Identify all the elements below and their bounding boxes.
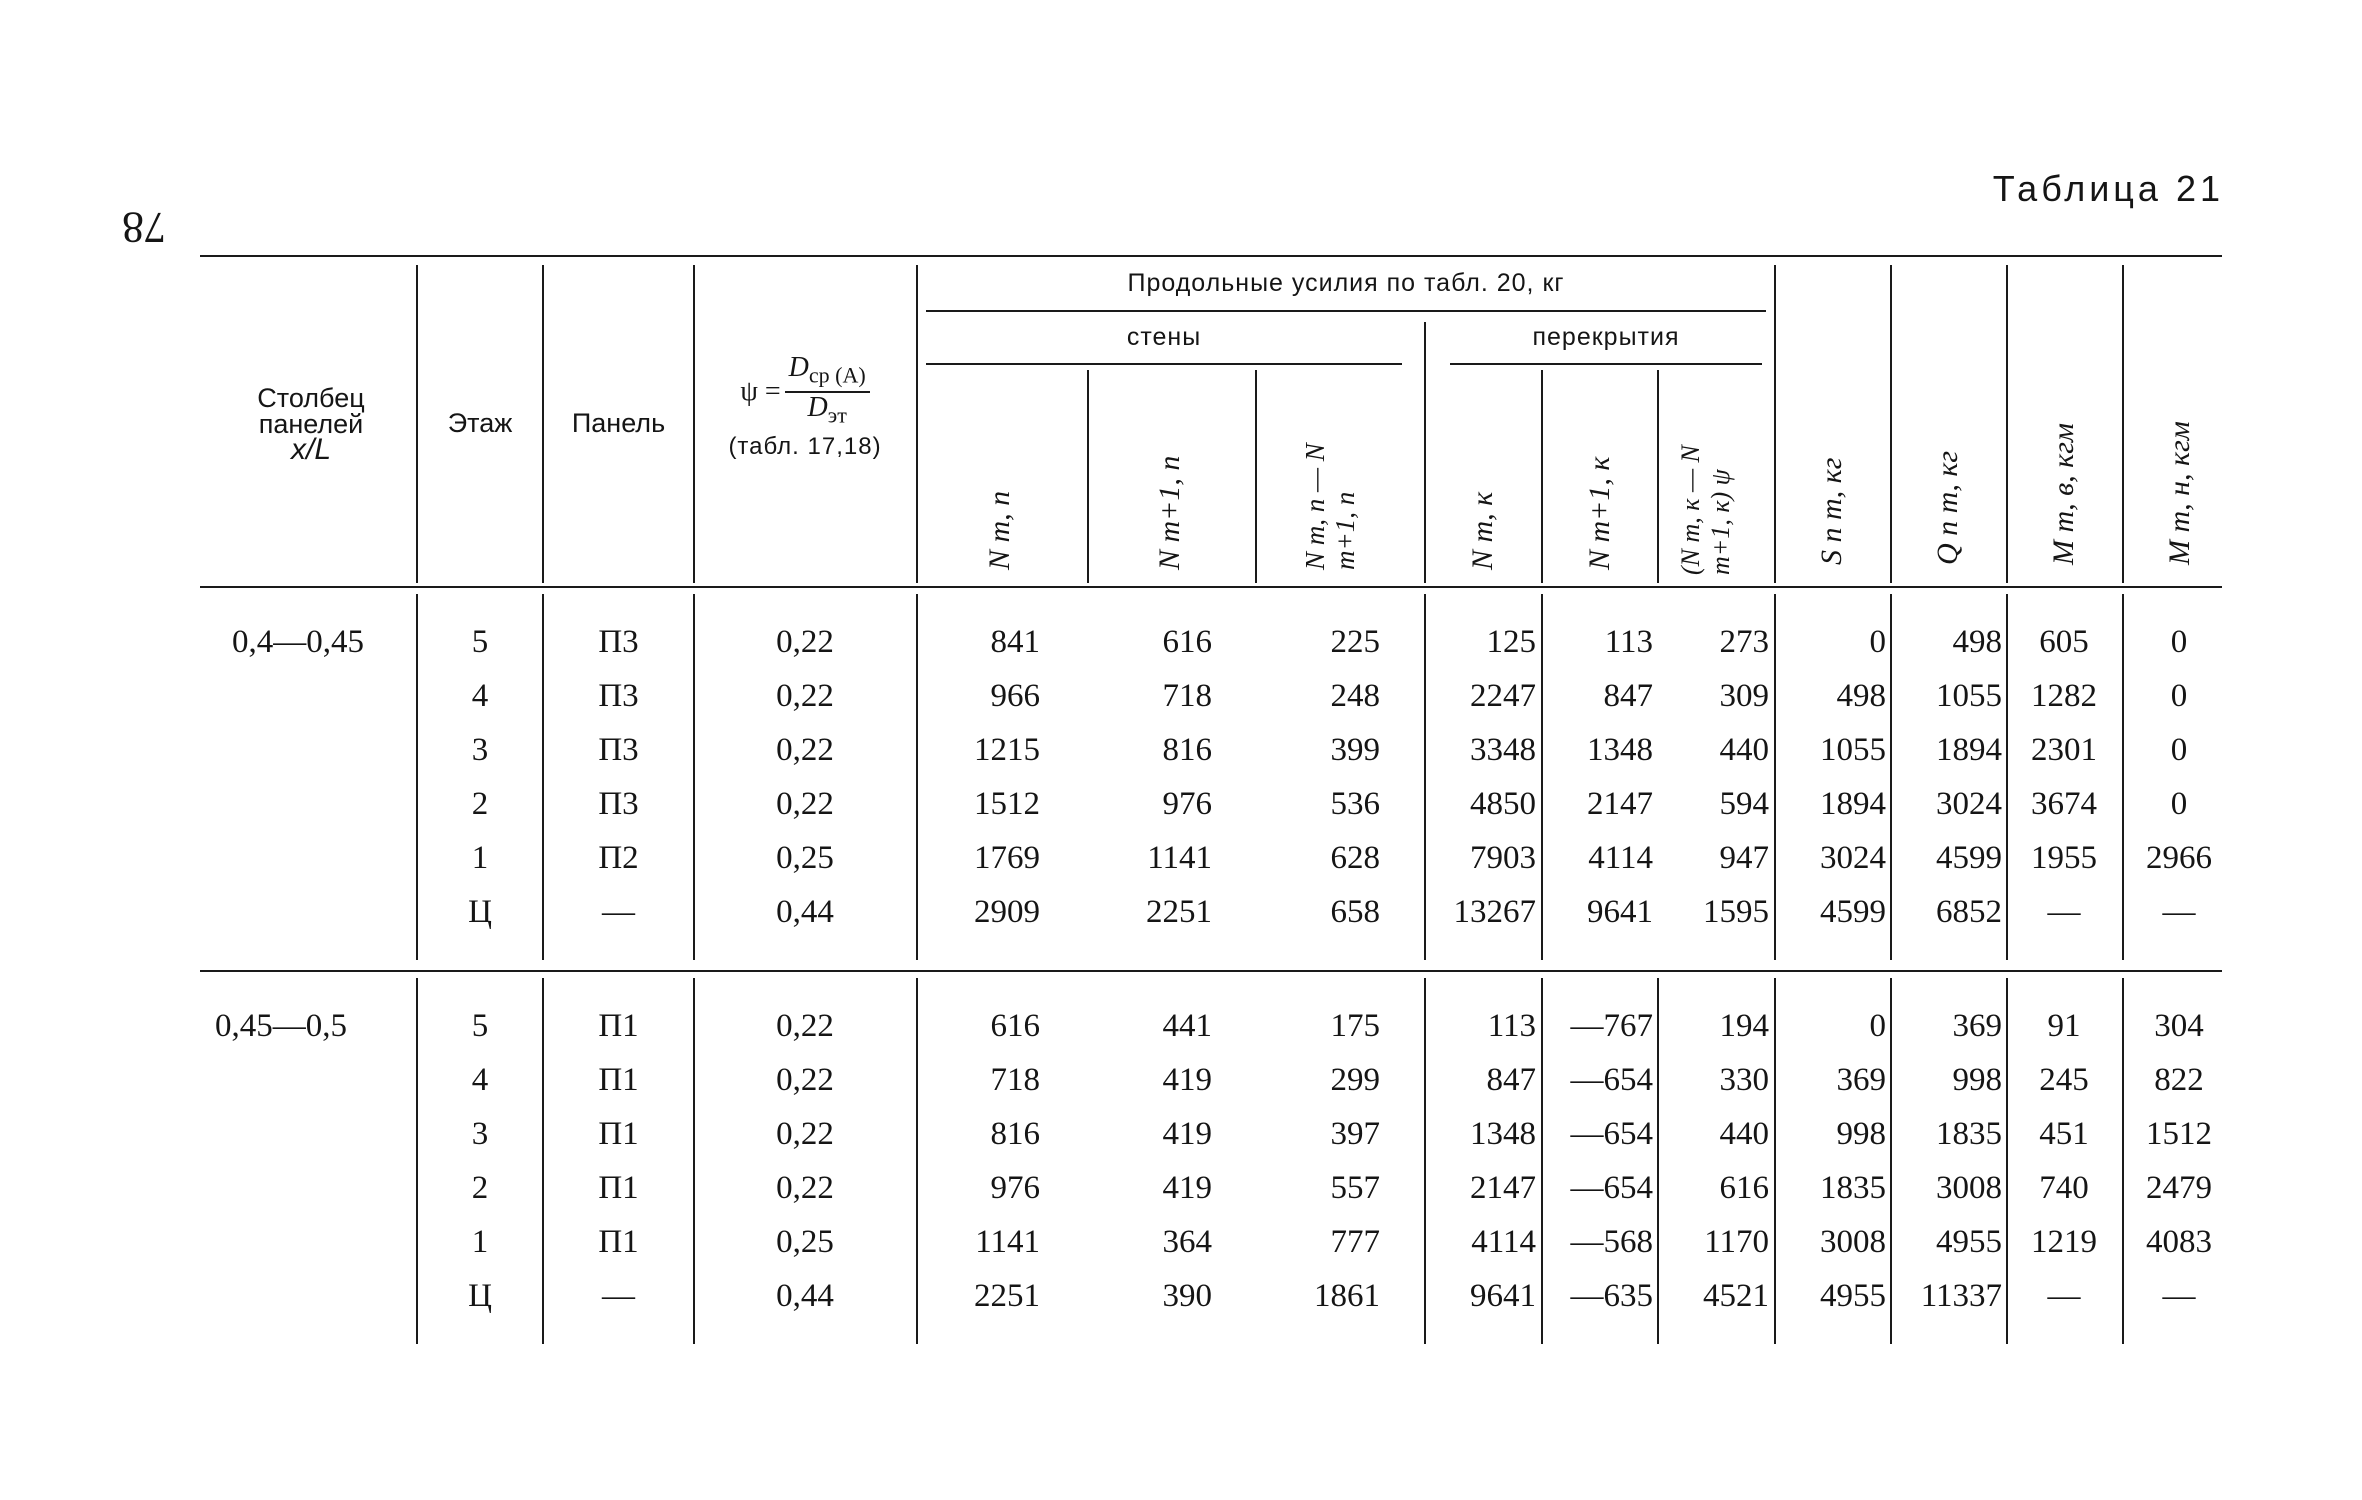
table-cell: 847 bbox=[1603, 678, 1653, 714]
table-cell: 5 bbox=[471, 624, 489, 660]
table-cell: 9641 bbox=[1587, 894, 1653, 930]
column-divider bbox=[693, 978, 695, 1344]
header-n-m1-k: N m+1, к bbox=[1583, 456, 1616, 570]
table-cell: 0,22 bbox=[776, 1062, 834, 1098]
table-cell: 3674 bbox=[2031, 786, 2097, 822]
table-cell: 1055 bbox=[1936, 678, 2002, 714]
table-cell: 1595 bbox=[1703, 894, 1769, 930]
table-cell: 0 bbox=[2170, 786, 2188, 822]
column-divider bbox=[1890, 594, 1892, 960]
header-stolbets-line: панелей bbox=[258, 409, 364, 439]
table-cell: 113 bbox=[1487, 1008, 1536, 1044]
floors-underline bbox=[1450, 363, 1762, 365]
table-cell: 740 bbox=[2039, 1170, 2089, 1206]
table-cell: 4599 bbox=[1936, 840, 2002, 876]
table-cell: 419 bbox=[1162, 1170, 1212, 1206]
header-divider bbox=[416, 265, 418, 583]
column-divider bbox=[1774, 978, 1776, 1344]
header-n-m1-p: N m+1, п bbox=[1153, 455, 1186, 570]
table-cell: 947 bbox=[1719, 840, 1769, 876]
table-cell: 0 bbox=[1869, 1008, 1886, 1044]
table-cell: 628 bbox=[1330, 840, 1380, 876]
header-divider bbox=[1774, 265, 1776, 583]
column-divider bbox=[2006, 978, 2008, 1344]
table-cell: 0,25 bbox=[776, 1224, 834, 1260]
psi-lhs: ψ = bbox=[740, 375, 781, 407]
table-cell: П1 bbox=[598, 1224, 639, 1260]
table-cell: 2479 bbox=[2146, 1170, 2212, 1206]
column-divider bbox=[2006, 594, 2008, 960]
table-cell: 125 bbox=[1486, 624, 1536, 660]
table-cell: 3008 bbox=[1936, 1170, 2002, 1206]
header-panel: Панель bbox=[571, 408, 666, 438]
table-cell: 822 bbox=[2154, 1062, 2204, 1098]
table-cell: 1835 bbox=[1820, 1170, 1886, 1206]
table-cell: 390 bbox=[1162, 1278, 1212, 1314]
table-cell: 451 bbox=[2039, 1116, 2089, 1152]
table-cell: 440 bbox=[1719, 1116, 1769, 1152]
header-divider bbox=[1541, 370, 1543, 583]
table-cell: 976 bbox=[990, 1170, 1040, 1206]
table-cell: 369 bbox=[1952, 1008, 2002, 1044]
header-divider bbox=[916, 265, 918, 583]
table-cell: 397 bbox=[1330, 1116, 1380, 1152]
header-divider bbox=[2006, 265, 2008, 583]
header-divider bbox=[693, 265, 695, 583]
table-cell: 998 bbox=[1952, 1062, 2002, 1098]
table-cell: 11337 bbox=[1920, 1278, 2002, 1314]
walls-underline bbox=[926, 363, 1402, 365]
table-top-rule bbox=[200, 255, 2222, 257]
table-cell: 369 bbox=[1836, 1062, 1886, 1098]
table-cell: 299 bbox=[1330, 1062, 1380, 1098]
table-cell: 0,22 bbox=[776, 624, 834, 660]
table-cell: 841 bbox=[990, 624, 1040, 660]
psi-num-sub: ср (A) bbox=[808, 362, 866, 388]
table-cell: 4114 bbox=[1588, 840, 1653, 876]
table-cell: 245 bbox=[2039, 1062, 2089, 1098]
psi-fraction bbox=[785, 352, 870, 428]
table-cell: 1141 bbox=[1147, 840, 1212, 876]
group-underline bbox=[926, 310, 1766, 312]
table-cell: —767 bbox=[1570, 1008, 1653, 1044]
header-floors: перекрытия bbox=[1532, 323, 1680, 351]
table-cell: 2301 bbox=[2031, 732, 2097, 768]
table-cell: 248 bbox=[1330, 678, 1380, 714]
header-divider bbox=[1087, 370, 1089, 583]
column-divider bbox=[1774, 594, 1776, 960]
table-cell: 0,22 bbox=[776, 786, 834, 822]
header-divider bbox=[2122, 265, 2124, 583]
column-divider bbox=[916, 978, 918, 1344]
table-cell: 225 bbox=[1330, 624, 1380, 660]
table-cell: 998 bbox=[1836, 1116, 1886, 1152]
table-cell: 847 bbox=[1486, 1062, 1536, 1098]
table-cell: 2909 bbox=[974, 894, 1040, 930]
table-cell: 13267 bbox=[1453, 894, 1536, 930]
table-cell: 816 bbox=[1162, 732, 1212, 768]
table-cell: 2251 bbox=[1146, 894, 1212, 930]
table-cell: 0,44 bbox=[776, 894, 834, 930]
table-cell: 498 bbox=[1836, 678, 1886, 714]
table-cell: —654 bbox=[1570, 1062, 1653, 1098]
header-n-diff-psi: (N m, к — N m+1, к) ψ bbox=[1676, 445, 1735, 575]
table-cell: 0,25 bbox=[776, 840, 834, 876]
table-cell: 1 bbox=[471, 1224, 489, 1260]
header-divider bbox=[1890, 265, 1892, 583]
table-cell: 1512 bbox=[974, 786, 1040, 822]
table-cell: 304 bbox=[2154, 1008, 2204, 1044]
table-cell: 1348 bbox=[1470, 1116, 1536, 1152]
table-cell: 2147 bbox=[1587, 786, 1653, 822]
header-m-m-n: M m, н, кгм bbox=[2163, 421, 2196, 565]
table-cell: 6852 bbox=[1936, 894, 2002, 930]
table-cell: 113 bbox=[1604, 624, 1653, 660]
table-cell: Ц bbox=[468, 894, 492, 930]
table-cell: 399 bbox=[1330, 732, 1380, 768]
table-cell: 4 bbox=[471, 1062, 489, 1098]
table-cell: 3008 bbox=[1820, 1224, 1886, 1260]
table-cell: 3024 bbox=[1936, 786, 2002, 822]
table-cell: 4599 bbox=[1820, 894, 1886, 930]
table-cell: 91 bbox=[2047, 1008, 2081, 1044]
table-cell: 0,22 bbox=[776, 1008, 834, 1044]
table-cell: 364 bbox=[1162, 1224, 1212, 1260]
table-cell: 0 bbox=[2170, 732, 2188, 768]
table-cell: 2251 bbox=[974, 1278, 1040, 1314]
table-cell: 0 bbox=[2170, 678, 2188, 714]
header-n-m-p-minus: N m, п — N m+1, п bbox=[1300, 443, 1360, 570]
table-cell: 4114 bbox=[1471, 1224, 1536, 1260]
header-stolbets-line: Столбец bbox=[257, 383, 365, 413]
table-cell: П1 bbox=[598, 1062, 639, 1098]
table-cell: 1861 bbox=[1314, 1278, 1380, 1314]
header-divider bbox=[1255, 370, 1257, 583]
table-cell: 4850 bbox=[1470, 786, 1536, 822]
table-cell: 0,22 bbox=[776, 1116, 834, 1152]
table-cell: 1 bbox=[471, 840, 489, 876]
table-cell: 616 bbox=[990, 1008, 1040, 1044]
table-cell: П3 bbox=[598, 732, 639, 768]
column-divider bbox=[1541, 978, 1543, 1344]
table-cell: 1282 bbox=[2031, 678, 2097, 714]
table-cell: П1 bbox=[598, 1170, 639, 1206]
table-cell: 2966 bbox=[2146, 840, 2212, 876]
header-stolbets bbox=[215, 383, 407, 466]
table-cell: —654 bbox=[1570, 1116, 1653, 1152]
table-cell: 0,44 bbox=[776, 1278, 834, 1314]
table-cell: 4 bbox=[471, 678, 489, 714]
table-cell: 4955 bbox=[1936, 1224, 2002, 1260]
header-divider bbox=[542, 265, 544, 583]
table-cell: 273 bbox=[1719, 624, 1769, 660]
table-cell: 1170 bbox=[1704, 1224, 1769, 1260]
column-divider bbox=[693, 594, 695, 960]
table-cell: 718 bbox=[990, 1062, 1040, 1098]
table-cell: Ц bbox=[468, 1278, 492, 1314]
table-cell: 1835 bbox=[1936, 1116, 2002, 1152]
table-cell: П3 bbox=[598, 786, 639, 822]
block-range-label: 0,45—0,5 bbox=[215, 1008, 347, 1044]
psi-num: D bbox=[788, 352, 809, 383]
table-cell: 0,22 bbox=[776, 732, 834, 768]
table-cell: — bbox=[602, 1278, 635, 1314]
table-cell: 2 bbox=[471, 1170, 489, 1206]
header-q-m: Q п m, кг bbox=[1931, 450, 1964, 565]
table-cell: 1894 bbox=[1820, 786, 1886, 822]
table-cell: 7903 bbox=[1470, 840, 1536, 876]
table-cell: 1215 bbox=[974, 732, 1040, 768]
header-n-m-k: N m, к bbox=[1466, 491, 1499, 570]
table-cell: 0 bbox=[1869, 624, 1886, 660]
table-cell: 4521 bbox=[1703, 1278, 1769, 1314]
table-cell: 3 bbox=[471, 732, 489, 768]
table-cell: 2247 bbox=[1470, 678, 1536, 714]
table-cell: 536 bbox=[1330, 786, 1380, 822]
table-cell: 2147 bbox=[1470, 1170, 1536, 1206]
table-cell: — bbox=[2162, 1278, 2196, 1314]
column-divider bbox=[916, 594, 918, 960]
table-cell: 594 bbox=[1719, 786, 1769, 822]
header-bottom-rule bbox=[200, 586, 2222, 588]
table-cell: 777 bbox=[1330, 1224, 1380, 1260]
table-cell: 3348 bbox=[1470, 732, 1536, 768]
table-cell: 309 bbox=[1719, 678, 1769, 714]
psi-note: (табл. 17,18) bbox=[728, 433, 882, 461]
table-cell: 605 bbox=[2039, 624, 2089, 660]
page-number: 78 bbox=[122, 203, 166, 252]
table-cell: 1894 bbox=[1936, 732, 2002, 768]
table-cell: 557 bbox=[1330, 1170, 1380, 1206]
table-cell: 5 bbox=[471, 1008, 489, 1044]
column-divider bbox=[542, 594, 544, 960]
table-cell: —568 bbox=[1570, 1224, 1653, 1260]
column-divider bbox=[416, 978, 418, 1344]
table-cell: 1769 bbox=[974, 840, 1040, 876]
column-divider bbox=[542, 978, 544, 1344]
table-cell: 441 bbox=[1162, 1008, 1212, 1044]
table-cell: 1955 bbox=[2031, 840, 2097, 876]
table-cell: 419 bbox=[1162, 1116, 1212, 1152]
table-cell: 616 bbox=[1162, 624, 1212, 660]
table-title: Таблица 21 bbox=[1992, 168, 2224, 209]
column-divider bbox=[2122, 978, 2124, 1344]
table-cell: П2 bbox=[598, 840, 639, 876]
table-cell: — bbox=[2047, 1278, 2081, 1314]
table-cell: 4083 bbox=[2146, 1224, 2212, 1260]
table-cell: 616 bbox=[1719, 1170, 1769, 1206]
header-stolbets-line: x/L bbox=[290, 433, 332, 466]
psi-den-sub: эт bbox=[827, 402, 847, 428]
table-cell: 2 bbox=[471, 786, 489, 822]
header-etazh: Этаж bbox=[447, 408, 513, 438]
table-cell: 440 bbox=[1719, 732, 1769, 768]
table-cell: 816 bbox=[990, 1116, 1040, 1152]
column-divider bbox=[2122, 594, 2124, 960]
column-divider bbox=[1424, 978, 1426, 1344]
header-psi bbox=[697, 352, 913, 461]
header-divider bbox=[1424, 322, 1426, 583]
table-cell: 330 bbox=[1719, 1062, 1769, 1098]
table-cell: П3 bbox=[598, 678, 639, 714]
table-cell: 0,22 bbox=[776, 1170, 834, 1206]
table-cell: 1219 bbox=[2031, 1224, 2097, 1260]
table-cell: 3024 bbox=[1820, 840, 1886, 876]
header-group: Продольные усилия по табл. 20, кг bbox=[1127, 269, 1565, 297]
table-cell: 9641 bbox=[1470, 1278, 1536, 1314]
column-divider bbox=[1541, 594, 1543, 960]
column-divider bbox=[1890, 978, 1892, 1344]
table-cell: 658 bbox=[1330, 894, 1380, 930]
table-cell: 718 bbox=[1162, 678, 1212, 714]
table-cell: — bbox=[602, 894, 635, 930]
table-cell: П1 bbox=[598, 1116, 639, 1152]
table-cell: 3 bbox=[471, 1116, 489, 1152]
table-cell: 976 bbox=[1162, 786, 1212, 822]
table-cell: 0 bbox=[2170, 624, 2188, 660]
table-cell: — bbox=[2162, 894, 2196, 930]
header-walls: стены bbox=[1126, 323, 1202, 351]
header-m-m-v: M m, в, кгм bbox=[2047, 422, 2080, 565]
table-cell: 1348 bbox=[1587, 732, 1653, 768]
table-cell: 966 bbox=[990, 678, 1040, 714]
table-cell: 175 bbox=[1330, 1008, 1380, 1044]
header-s-m: S п m, кг bbox=[1815, 457, 1848, 565]
block-range-label: 0,4—0,45 bbox=[232, 624, 364, 660]
column-divider bbox=[1657, 978, 1659, 1344]
header-divider bbox=[1657, 370, 1659, 583]
table-cell: —654 bbox=[1570, 1170, 1653, 1206]
column-divider bbox=[1424, 594, 1426, 960]
table-cell: П3 bbox=[598, 624, 639, 660]
table-cell: —635 bbox=[1570, 1278, 1653, 1314]
table-cell: 1141 bbox=[975, 1224, 1040, 1260]
header-n-m-p: N m, п bbox=[983, 490, 1016, 570]
table-cell: 498 bbox=[1952, 624, 2002, 660]
table-cell: — bbox=[2047, 894, 2081, 930]
table-cell: 0,22 bbox=[776, 678, 834, 714]
table-cell: 194 bbox=[1719, 1008, 1769, 1044]
block-separator-rule bbox=[200, 970, 2222, 972]
psi-den: D bbox=[807, 391, 828, 423]
table-cell: 1512 bbox=[2146, 1116, 2212, 1152]
table-cell: 419 bbox=[1162, 1062, 1212, 1098]
table-cell: 1055 bbox=[1820, 732, 1886, 768]
table-cell: П1 bbox=[598, 1008, 639, 1044]
table-cell: 4955 bbox=[1820, 1278, 1886, 1314]
